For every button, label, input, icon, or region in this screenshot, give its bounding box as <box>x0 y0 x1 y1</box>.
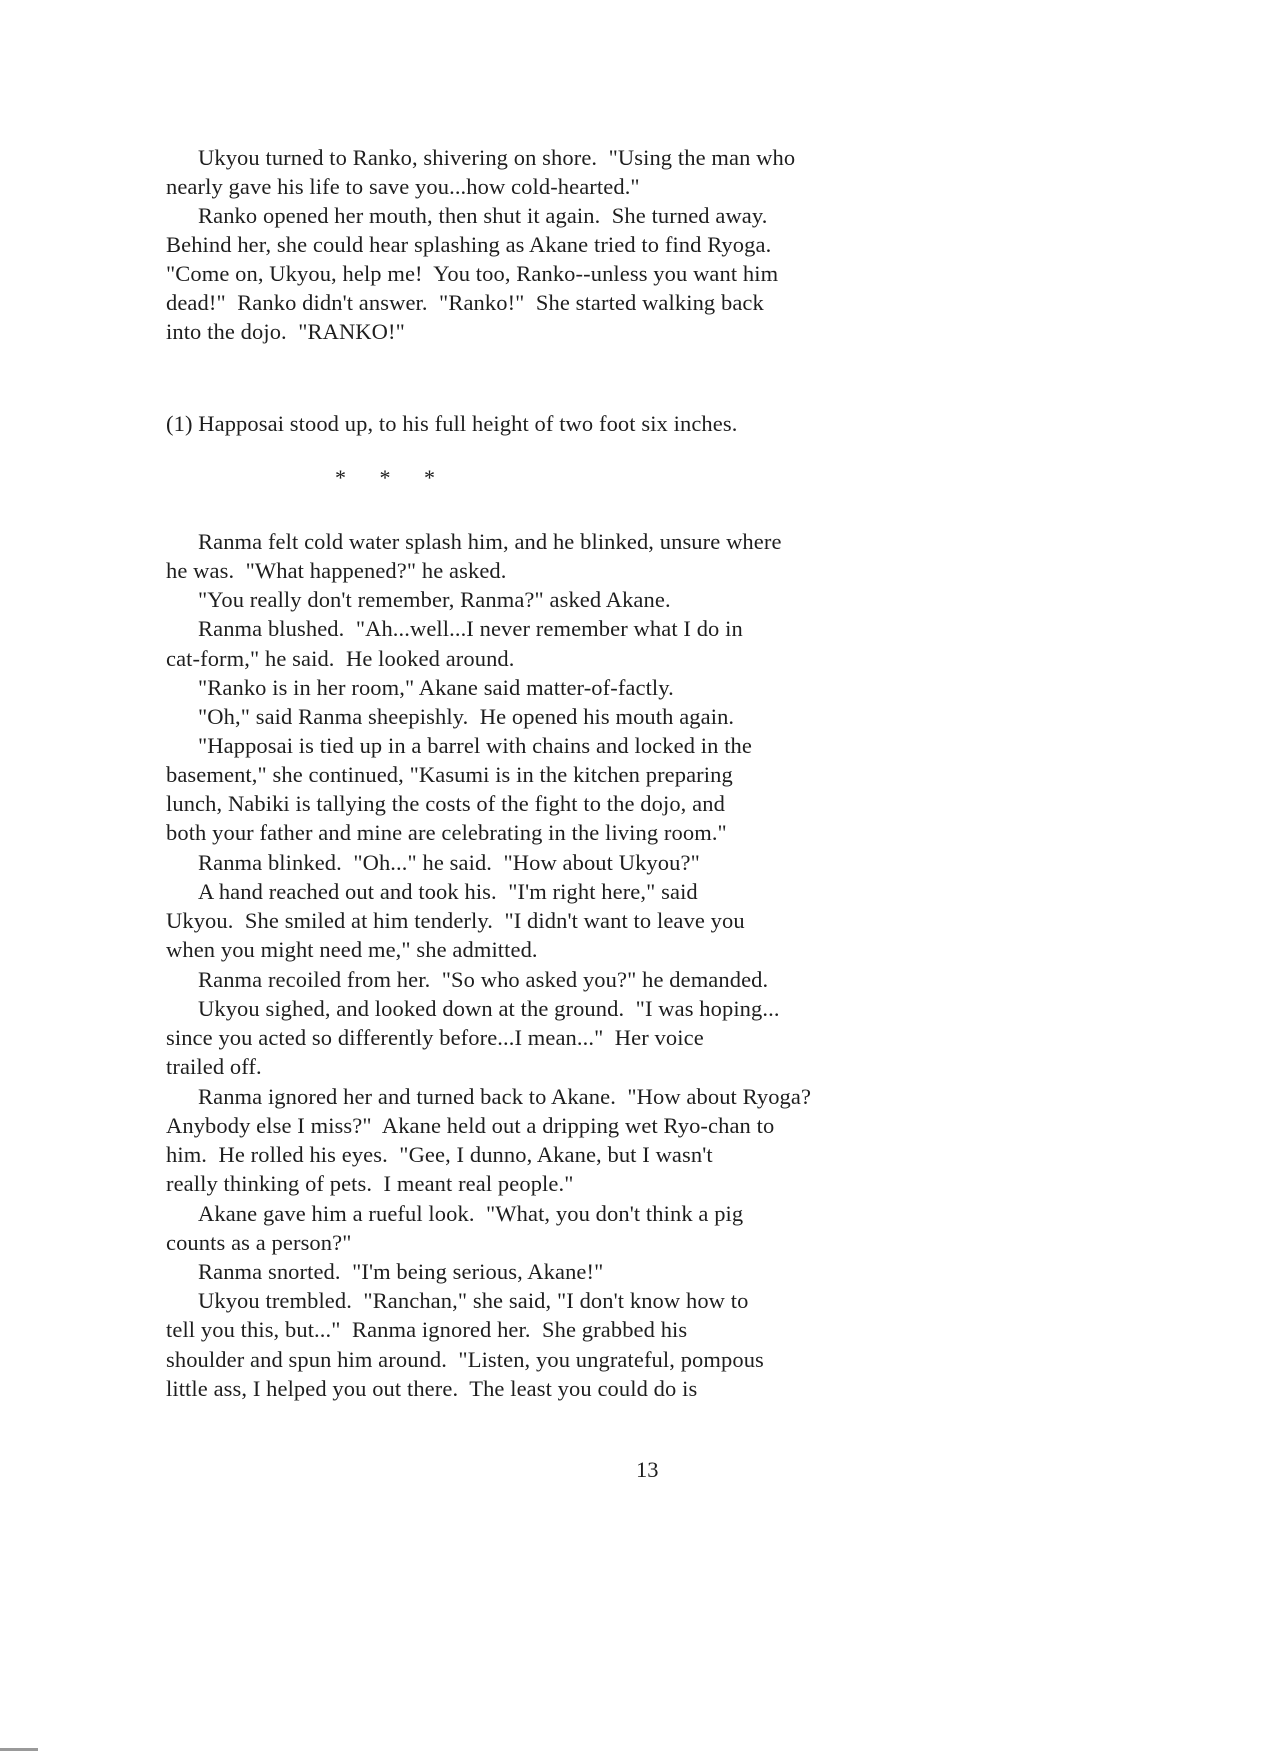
text-line: since you acted so differently before...I mean..." Her voice <box>166 1025 704 1050</box>
text-line: both your father and mine are celebrating in the living room." <box>166 820 727 845</box>
text-line: into the dojo. "RANKO!" <box>166 319 405 344</box>
text-line: Behind her, she could hear splashing as Akane tried to find Ryoga. <box>166 232 772 257</box>
text-line: nearly gave his life to save you...how cold-hearted." <box>166 174 640 199</box>
text-line: Ranma blushed. "Ah...well...I never remember what I do in <box>198 616 743 641</box>
text-line: basement," she continued, "Kasumi is in the kitchen preparing <box>166 762 733 787</box>
text-line: "Oh," said Ranma sheepishly. He opened his mouth again. <box>198 704 735 729</box>
text-line: when you might need me," she admitted. <box>166 937 538 962</box>
text-line: counts as a person?" <box>166 1230 352 1255</box>
text-line: Akane gave him a rueful look. "What, you don't think a pig <box>198 1201 744 1226</box>
text-line: Ukyou trembled. "Ranchan," she said, "I don't know how to <box>198 1288 749 1313</box>
text-line: A hand reached out and took his. "I'm right here," said <box>198 879 698 904</box>
text-line: cat-form," he said. He looked around. <box>166 646 515 671</box>
text-line: tell you this, but..." Ranma ignored her. She grabbed his <box>166 1317 688 1342</box>
text-line: really thinking of pets. I meant real people." <box>166 1171 574 1196</box>
scan-edge-mark <box>0 1748 38 1751</box>
text-line: Ranko opened her mouth, then shut it again. She turned away. <box>198 203 768 228</box>
text-line: Ranma snorted. "I'm being serious, Akane!" <box>198 1259 604 1284</box>
text-line: little ass, I helped you out there. The least you could do is <box>166 1376 698 1401</box>
text-line: Anybody else I miss?" Akane held out a dripping wet Ryo-chan to <box>166 1113 775 1138</box>
text-line: "Happosai is tied up in a barrel with chains and locked in the <box>198 733 752 758</box>
text-line: him. He rolled his eyes. "Gee, I dunno, Akane, but I wasn't <box>166 1142 713 1167</box>
text-line: trailed off. <box>166 1054 262 1079</box>
scene-separator: * * * <box>335 465 449 490</box>
text-line: shoulder and spun him around. "Listen, you ungrateful, pompous <box>166 1347 764 1372</box>
text-line: dead!" Ranko didn't answer. "Ranko!" She started walking back <box>166 290 764 315</box>
text-line: Ukyou turned to Ranko, shivering on shore. "Using the man who <box>198 145 796 170</box>
text-line: Ukyou. She smiled at him tenderly. "I didn't want to leave you <box>166 908 745 933</box>
text-line: "Ranko is in her room," Akane said matter-of-factly. <box>198 675 674 700</box>
text-line: lunch, Nabiki is tallying the costs of the fight to the dojo, and <box>166 791 725 816</box>
text-line: Ranma felt cold water splash him, and he blinked, unsure where <box>198 529 782 554</box>
text-line: Ranma blinked. "Oh..." he said. "How about Ukyou?" <box>198 850 700 875</box>
text-line: "Come on, Ukyou, help me! You too, Ranko--unless you want him <box>166 261 779 286</box>
page-number: 13 <box>636 1457 659 1482</box>
footnote: (1) Happosai stood up, to his full height of two foot six inches. <box>166 411 738 436</box>
text-line: Ranma ignored her and turned back to Akane. "How about Ryoga? <box>198 1084 812 1109</box>
text-line: "You really don't remember, Ranma?" asked Akane. <box>198 587 671 612</box>
text-line: he was. "What happened?" he asked. <box>166 558 507 583</box>
text-line: Ukyou sighed, and looked down at the ground. "I was hoping... <box>198 996 780 1021</box>
text-line: Ranma recoiled from her. "So who asked you?" he demanded. <box>198 967 769 992</box>
